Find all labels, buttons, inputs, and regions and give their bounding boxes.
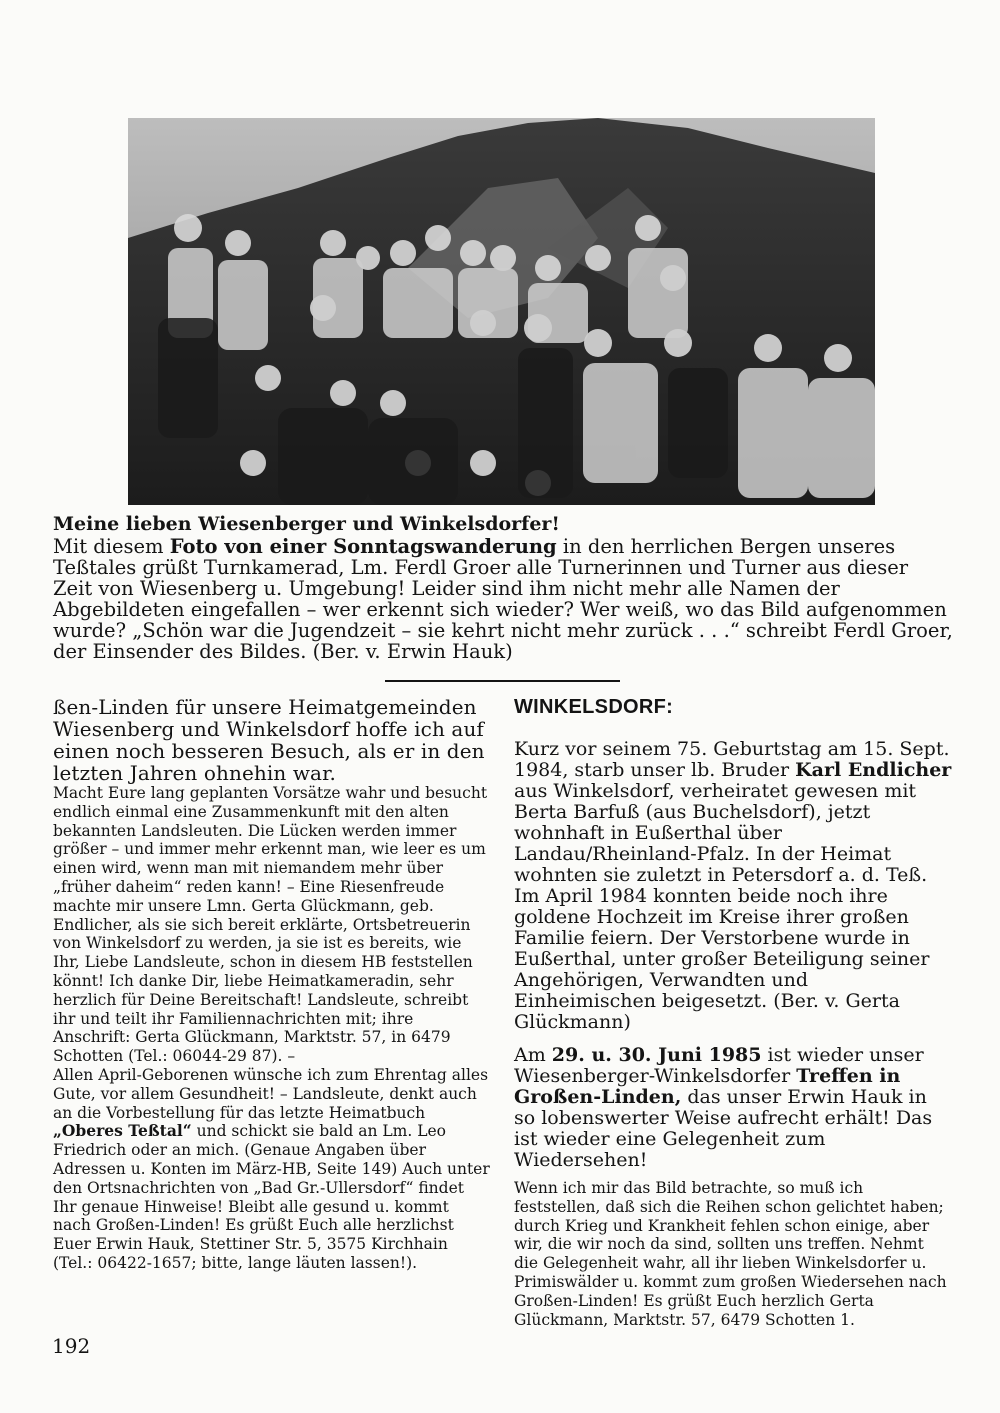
section-divider <box>385 680 620 682</box>
page-number: 192 <box>52 1334 91 1358</box>
left-intro-paragraph: ßen-Linden für unsere Heimatgemeinden Wiesenberg und Winkelsdorf hoffe ich auf einen noch besseren Besuch, als er in den letzten Jahren ohnehin war. <box>53 695 485 785</box>
caption-text: Mit diesem Foto von einer Sonntagswanderung in den herrlichen Bergen unseres Teßtales grüßt Turnkamerad, Lm. Ferdl Groer alle Turnerinnen und Turner aus dieser Zeit von Wiesenberg u. Umgebung! Leider sind ihm nicht mehr alle Namen der Abgebildeten eingefallen – wer erkennt sich wieder? Wer weiß, wo das Bild aufgenommen wurde? „Schön war die Jugendzeit – sie kehrt nicht mehr zurück . . .“ schreibt Ferdl Groer, der Einsender des Bildes. (Ber. v. Erwin Hauk) <box>53 535 953 663</box>
greeting-paragraph: Wenn ich mir das Bild betrachte, so muß ich feststellen, daß sich die Reihen schon gelichtet haben; durch Krieg und Krankheit fehlen schon einige, aber wir, die wir noch da sind, sollten uns treffen. Nehmt die Gelegenheit wahr, all ihr lieben Winkelsdorfer u. Primiswälder u. kommt zum großen Wiedersehen nach Großen-Linden! Es grüßt Euch herzlich Gerta Glückmann, Marktstr. 57, 6479 Schotten 1. <box>514 1179 947 1329</box>
golden-wedding-paragraph: Im April 1984 konnten beide noch ihre goldene Hochzeit im Kreise ihrer großen Familie feiern. Der Verstorbene wurde in Eußerthal, unter großer Beteiligung seiner Angehörigen, Verwandten und Einheimischen beigesetzt. (Ber. v. Gerta Glückmann) <box>514 885 930 1033</box>
section-heading-winkelsdorf: WINKELSDORF: <box>514 696 674 718</box>
meeting-paragraph: Am 29. u. 30. Juni 1985 ist wieder unser Wiesenberger-Winkelsdorfer Treffen in Großen-Linden, das unser Erwin Hauk in so lobenswerter Weise aufrecht erhält! Das ist wieder eine Gelegenheit zum Wiedersehen! <box>514 1044 933 1171</box>
group-photo-illustration <box>128 118 875 505</box>
photo-caption <box>53 514 953 662</box>
right-column <box>514 696 952 1329</box>
left-column <box>53 696 491 1273</box>
caption-heading: Meine lieben Wiesenberger und Winkelsdorfer! <box>53 513 560 535</box>
obituary-paragraph: Kurz vor seinem 75. Geburtstag am 15. Sept. 1984, starb unser lb. Bruder Karl Endlicher aus Winkelsdorf, verheiratet gewesen mit Berta Barfuß (aus Buchelsdorf), jetzt wohnhaft in Eußerthal über Landau/Rheinland-Pfalz. In der Heimat wohnten sie zuletzt in Petersdorf a. d. Teß. <box>514 738 952 886</box>
left-paragraph-2: Allen April-Geborenen wünsche ich zum Ehrentag alles Gute, vor allem Gesundheit! – Landsleute, denkt auch an die Vorbestellung für das letzte Heimatbuch „Oberes Teßtal“ und schickt sie bald an Lm. Leo Friedrich oder an mich. (Genaue Angaben über Adressen u. Konten im März-HB, Seite 149) Auch unter den Ortsnachrichten von „Bad Gr.-Ullersdorf“ findet Ihr genaue Hinweise! Bleibt alle gesund u. kommt nach Großen-Linden! Es grüßt Euch alle herzlichst Euer Erwin Hauk, Stettiner Str. 5, 3575 Kirchhain (Tel.: 06422-1657; bitte, lange läuten lassen!). <box>53 1065 490 1272</box>
left-paragraph-1: Macht Eure lang geplanten Vorsätze wahr und besucht endlich einmal eine Zusammenkunft mit den alten bekannten Landsleuten. Die Lücken werden immer größer – und immer mehr erkennt man, wie leer es um einen wird, wenn man mit niemandem mehr über „früher daheim“ reden kann! – Eine Riesenfreude machte mir unsere Lmn. Gerta Glückmann, geb. Endlicher, als sie sich bereit erklärte, Ortsbetreuerin von Winkelsdorf zu werden, ja sie ist es bereits, wie Ihr, Liebe Landsleute, schon in diesem HB feststellen könnt! Ich danke Dir, liebe Heimatkameradin, sehr herzlich für Deine Bereitschaft! Landsleute, schreibt ihr und teilt ihr Familiennachrichten mit; ihre Anschrift: Gerta Glückmann, Marktstr. 57, in 6479 Schotten (Tel.: 06044-29 87). – <box>53 784 488 1066</box>
group-photo <box>128 118 875 505</box>
